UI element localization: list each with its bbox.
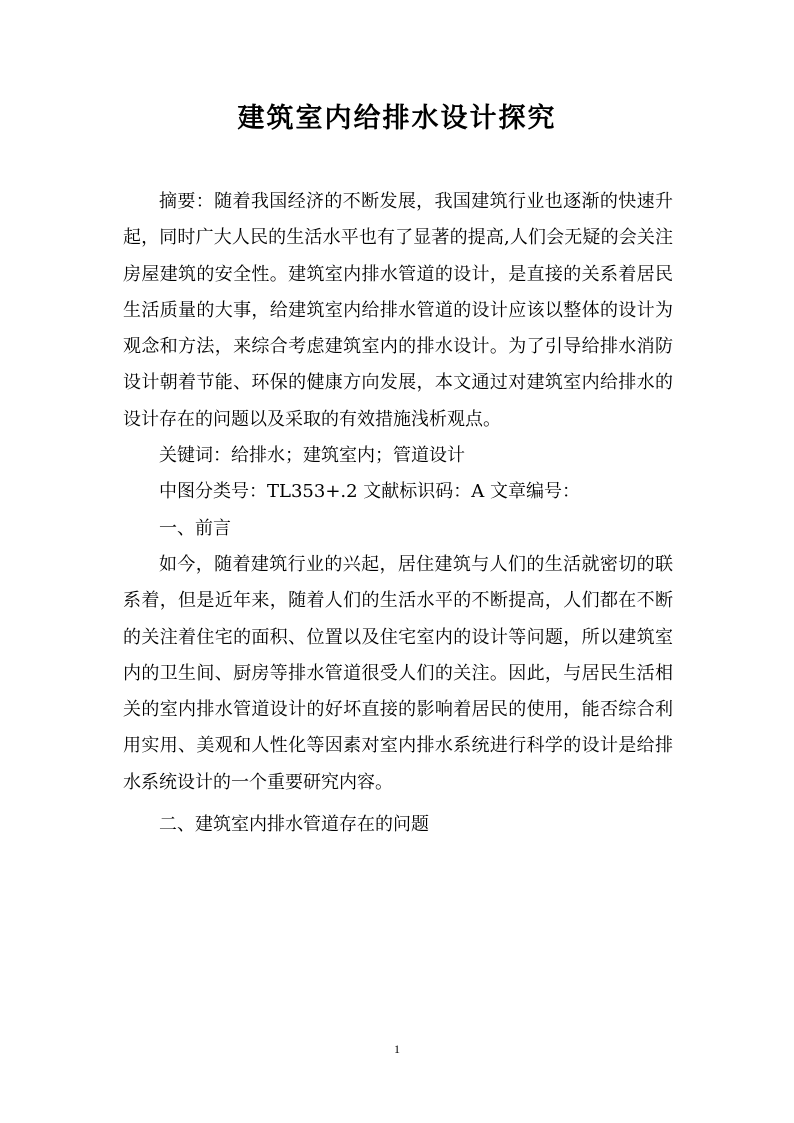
document-body <box>123 184 673 843</box>
preface-paragraph: 如今，随着建筑行业的兴起，居住建筑与人们的生活就密切的联系着，但是近年来，随着人们的生活水平的不断提高，人们都在不断的关注着住宅的面积、位置以及住宅室内的设计等问题，所以建筑室内的卫生间、厨房等排水管道很受人们的关注。因此，与居民生活相关的室内排水管道设计的好坏直接的影响着居民的使用，能否综合利用实用、美观和人性化等因素对室内排水系统进行科学的设计是给排水系统设计的一个重要研究内容。 <box>123 553 673 793</box>
page-number: 1 <box>394 1042 400 1056</box>
classification-line: 中图分类号：TL353+.2 文献标识码：A 文章编号： <box>159 481 581 503</box>
section-heading-preface: 一、前言 <box>159 517 231 539</box>
document-title: 建筑室内给排水设计探究 <box>237 103 557 134</box>
section-heading-problems: 二、建筑室内排水管道存在的问题 <box>159 814 429 836</box>
abstract-paragraph: 摘要：随着我国经济的不断发展，我国建筑行业也逐渐的快速升起，同时广大人民的生活水平也有了显著的提高,人们会无疑的会关注房屋建筑的安全性。建筑室内排水管道的设计，是直接的关系着居民生活质量的大事，给建筑室内给排水管道的设计应该以整体的设计为观念和方法，来综合考虑建筑室内的排水设计。为了引导给排水消防设计朝着节能、环保的健康方向发展，本文通过对建筑室内给排水的设计存在的问题以及采取的有效措施浅析观点。 <box>123 191 673 430</box>
keywords-line: 关键词：给排水；建筑室内；管道设计 <box>159 445 465 467</box>
